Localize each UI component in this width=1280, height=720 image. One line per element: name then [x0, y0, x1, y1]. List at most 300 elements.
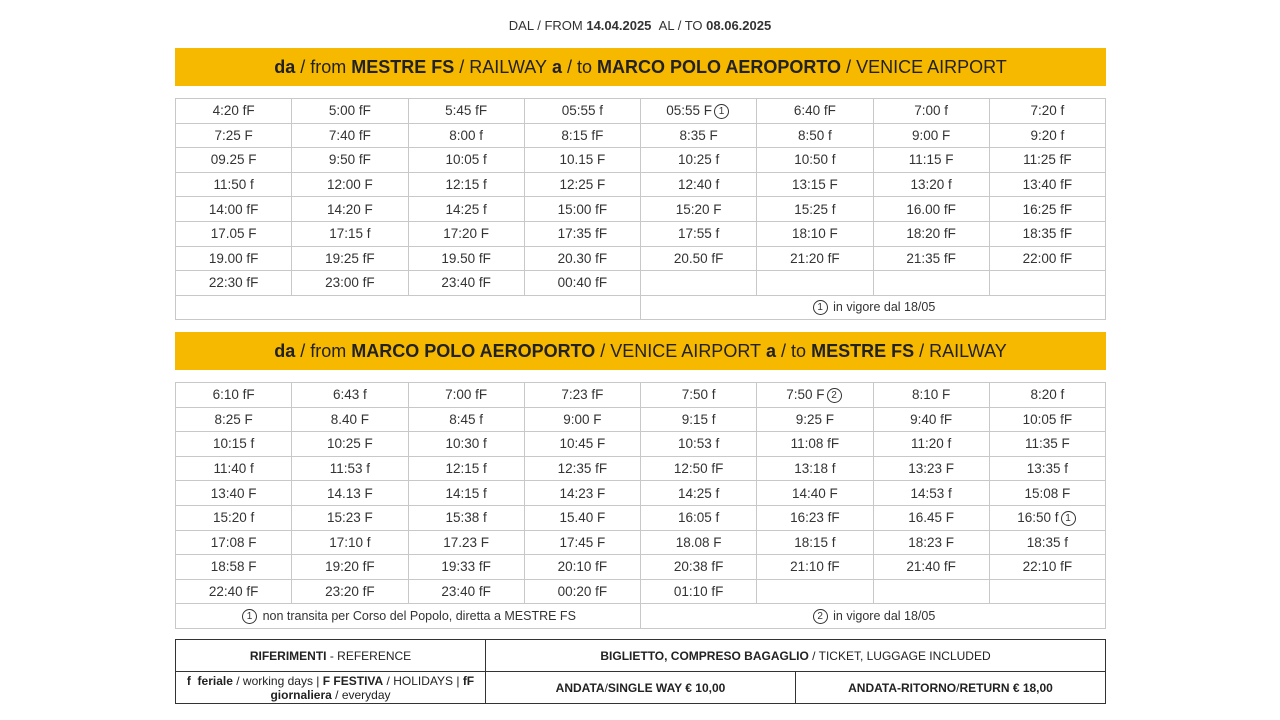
departure-time-text: 20:10 fF — [557, 559, 608, 575]
departure-time — [176, 197, 292, 222]
departure-time — [757, 481, 873, 506]
departure-time — [757, 197, 873, 222]
departure-time-text: 21:20 fF — [790, 250, 840, 266]
departure-time-text: 14:15 f — [445, 485, 487, 501]
departure-time-text: 10:50 f — [794, 152, 836, 168]
departure-time — [873, 148, 989, 173]
departure-time — [989, 481, 1105, 506]
departure-time — [524, 271, 640, 296]
departure-time — [757, 148, 873, 173]
departure-time — [524, 123, 640, 148]
departure-time-text: 10:30 f — [445, 436, 487, 452]
departure-time-text: 13:20 f — [910, 177, 952, 193]
departure-time-text: 11:25 fF — [1023, 152, 1072, 168]
departure-time — [641, 383, 757, 408]
departure-time-text: 7:50 F — [786, 386, 825, 402]
departure-time — [757, 579, 873, 604]
departure-time-text: 16:05 f — [677, 510, 720, 526]
departure-time — [641, 172, 757, 197]
table-row — [176, 123, 1106, 148]
departure-time-text: 12:15 f — [445, 461, 487, 477]
departure-time — [176, 579, 292, 604]
timetable-mestre-to-airport — [175, 98, 1106, 320]
departure-time-text: 15:20 f — [212, 510, 255, 526]
departure-time-text: 13:35 f — [1026, 461, 1069, 477]
departure-time — [292, 271, 408, 296]
departure-time — [524, 456, 640, 481]
departure-time — [524, 530, 640, 555]
departure-time — [873, 481, 989, 506]
departure-time — [641, 432, 757, 457]
departure-time — [176, 383, 292, 408]
departure-time-text: 18:35 f — [1026, 534, 1069, 550]
departure-time — [524, 246, 640, 271]
departure-time-text: 7:50 f — [681, 387, 716, 403]
departure-time-text: 12:50 fF — [673, 461, 724, 477]
departure-time — [873, 99, 989, 124]
departure-time — [989, 221, 1105, 246]
departure-time-text: 11:50 f — [213, 177, 254, 193]
departure-time — [873, 579, 989, 604]
departure-time-text: 14:23 F — [559, 485, 606, 501]
departure-time-text: 11:20 f — [910, 436, 952, 452]
route-banner-airport-to-mestre: da / from MARCO POLO AEROPORTO / VENICE AIRPORT a / to MESTRE FS / RAILWAY — [175, 332, 1106, 370]
departure-time — [989, 148, 1105, 173]
departure-time — [641, 505, 757, 530]
departure-time — [989, 123, 1105, 148]
departure-time-text: 9:20 f — [1030, 127, 1065, 143]
departure-time-text: 00:20 fF — [557, 584, 608, 600]
departure-time-text: 14:53 f — [910, 485, 952, 501]
departure-time — [757, 555, 873, 580]
departure-time-text: 7:40 fF — [328, 127, 371, 143]
departure-time — [524, 221, 640, 246]
departure-time — [641, 456, 757, 481]
departure-time — [873, 530, 989, 555]
departure-time — [408, 432, 524, 457]
departure-time — [757, 221, 873, 246]
departure-time-text: 17:08 F — [210, 534, 257, 550]
departure-time-text: 15:20 F — [675, 201, 722, 217]
footnote — [641, 604, 1106, 629]
departure-time-text: 15:38 f — [445, 510, 487, 526]
departure-time-text: 21:10 fF — [790, 559, 840, 575]
departure-time-text: 16:50 f — [1017, 509, 1059, 525]
departure-time — [989, 555, 1105, 580]
departure-time-text: 01:10 fF — [673, 584, 724, 600]
departure-time-text: 14:00 fF — [208, 201, 259, 217]
departure-time-text: 8:10 F — [911, 387, 951, 403]
departure-time — [408, 383, 524, 408]
departure-time — [176, 530, 292, 555]
table-row — [176, 221, 1106, 246]
departure-time — [641, 246, 757, 271]
departure-time-text: 6:43 f — [332, 387, 367, 403]
departure-time-text: 14:25 f — [677, 485, 720, 501]
table-row — [176, 99, 1106, 124]
departure-time — [757, 123, 873, 148]
table-row — [176, 246, 1106, 271]
departure-time-text: 19:25 fF — [325, 250, 375, 266]
departure-time-text: 22:10 fF — [1022, 559, 1073, 575]
departure-time-text: 22:00 fF — [1022, 250, 1073, 266]
departure-time — [873, 246, 989, 271]
table-row — [176, 555, 1106, 580]
departure-time-text: 8:35 F — [679, 127, 718, 143]
departure-time-text: 13:40 fF — [1022, 177, 1073, 193]
footnote-mark-icon: 2 — [827, 388, 842, 403]
departure-time-text: 8:00 f — [449, 127, 484, 143]
departure-time — [873, 221, 989, 246]
departure-time-text: 18:58 F — [210, 559, 257, 575]
departure-time — [176, 123, 292, 148]
departure-time-text: 10:05 f — [445, 152, 487, 168]
single-fare: ANDATA/SINGLE WAY € 10,00 — [486, 672, 796, 704]
departure-time — [176, 148, 292, 173]
departure-time-text: 05:55 F — [666, 102, 713, 118]
departure-time — [408, 221, 524, 246]
departure-time-text: 17.05 F — [210, 226, 257, 242]
departure-time — [408, 148, 524, 173]
departure-time-text: 13:23 F — [908, 461, 955, 477]
departure-time — [524, 432, 640, 457]
validity-period: DAL / FROM 14.04.2025 AL / TO 08.06.2025 — [508, 18, 772, 33]
ticket-title: BIGLIETTO, COMPRESO BAGAGLIO / TICKET, LUGGAGE INCLUDED — [486, 640, 1106, 672]
departure-time — [408, 579, 524, 604]
departure-time-text: 22:40 fF — [208, 584, 259, 600]
departure-time-text: 12:35 fF — [557, 461, 608, 477]
departure-time-text: 10:53 f — [677, 436, 720, 452]
departure-time — [757, 246, 873, 271]
departure-time — [641, 555, 757, 580]
footnote-mark-icon: 1 — [242, 609, 257, 624]
departure-time-text: 18:20 fF — [906, 226, 956, 242]
table-row — [176, 383, 1106, 408]
departure-time-text: 10:05 fF — [1022, 411, 1073, 427]
departure-time-text: 10:25 f — [677, 152, 720, 168]
departure-time — [292, 172, 408, 197]
table-row — [176, 481, 1106, 506]
departure-time — [989, 99, 1105, 124]
table-row — [176, 505, 1106, 530]
departure-time — [524, 555, 640, 580]
departure-time — [408, 123, 524, 148]
departure-time — [176, 99, 292, 124]
departure-time — [408, 271, 524, 296]
departure-time — [176, 456, 292, 481]
departure-time-text: 20.30 fF — [557, 250, 608, 266]
departure-time — [641, 123, 757, 148]
departure-time — [408, 456, 524, 481]
departure-time — [873, 407, 989, 432]
departure-time-text: 9:25 F — [795, 411, 835, 427]
departure-time-text: 17:20 F — [443, 226, 490, 242]
departure-time-text: 7:25 F — [214, 127, 253, 143]
departure-time — [408, 246, 524, 271]
departure-time — [989, 383, 1105, 408]
departure-time — [757, 172, 873, 197]
departure-time — [292, 383, 408, 408]
departure-time — [641, 148, 757, 173]
departure-time-text: 18:35 fF — [1022, 226, 1073, 242]
departure-time-text: 15:23 F — [326, 510, 373, 526]
reference-legend: f feriale / working days | F FESTIVA / HOLIDAYS | fF giornaliera / everyday — [176, 672, 486, 704]
departure-time — [176, 221, 292, 246]
departure-time — [408, 530, 524, 555]
departure-time — [524, 383, 640, 408]
departure-time — [524, 172, 640, 197]
table-row — [176, 271, 1106, 296]
departure-time-text: 12:25 F — [559, 177, 606, 193]
departure-time-text: 15:08 F — [1024, 485, 1071, 501]
departure-time-text: 8:25 F — [214, 411, 253, 427]
departure-time — [524, 579, 640, 604]
departure-time — [408, 197, 524, 222]
departure-time-text: 11:08 fF — [790, 436, 840, 452]
footnote-mark-icon: 1 — [813, 300, 828, 315]
departure-time-text: 9:40 fF — [910, 411, 953, 427]
departure-time-text: 14.13 F — [326, 485, 373, 501]
departure-time — [757, 505, 873, 530]
departure-time-text: 16:23 fF — [790, 510, 840, 526]
departure-time-text: 18.08 F — [675, 534, 722, 550]
departure-time — [292, 530, 408, 555]
departure-time — [176, 172, 292, 197]
departure-time — [989, 530, 1105, 555]
departure-time-text: 8:15 fF — [561, 127, 604, 143]
departure-time — [641, 99, 757, 124]
table-row — [176, 197, 1106, 222]
departure-time-text: 5:45 fF — [445, 103, 488, 119]
footnote-row — [176, 295, 1106, 320]
departure-time — [989, 271, 1105, 296]
departure-time-text: 15:00 fF — [557, 201, 608, 217]
departure-time — [408, 481, 524, 506]
departure-time — [641, 221, 757, 246]
departure-time-text: 09.25 F — [210, 152, 257, 168]
footnote-mark-icon: 2 — [813, 609, 828, 624]
departure-time-text: 22:30 fF — [208, 275, 259, 291]
departure-time-text: 9:15 f — [681, 411, 716, 427]
departure-time-text: 5:00 fF — [328, 103, 371, 119]
departure-time-text: 17:15 f — [329, 226, 371, 242]
departure-time-text: 13:40 F — [210, 485, 257, 501]
departure-time-text: 6:40 fF — [793, 103, 836, 119]
departure-time-text: 05:55 f — [561, 103, 604, 119]
departure-time — [176, 432, 292, 457]
departure-time — [873, 456, 989, 481]
departure-time — [292, 456, 408, 481]
departure-time — [989, 505, 1105, 530]
departure-time — [292, 432, 408, 457]
departure-time-text: 16.00 fF — [906, 201, 956, 217]
footnote-row — [176, 604, 1106, 629]
departure-time — [757, 407, 873, 432]
departure-time-text: 11:15 F — [908, 152, 954, 168]
departure-time — [292, 555, 408, 580]
departure-time-text: 17:35 fF — [557, 226, 608, 242]
departure-time-text: 4:20 fF — [212, 103, 255, 119]
departure-time — [641, 407, 757, 432]
departure-time — [757, 456, 873, 481]
departure-time-text: 16.45 F — [908, 510, 955, 526]
departure-time-text: 18:23 F — [908, 534, 955, 550]
departure-time-text: 12:15 f — [445, 177, 487, 193]
departure-time — [408, 172, 524, 197]
departure-time — [989, 579, 1105, 604]
departure-time — [873, 555, 989, 580]
table-row — [176, 432, 1106, 457]
departure-time-text: 13:18 f — [794, 461, 836, 477]
departure-time-text: 9:50 fF — [328, 152, 371, 168]
departure-time — [292, 579, 408, 604]
departure-time — [292, 148, 408, 173]
footnote — [176, 295, 641, 320]
footnote — [176, 604, 641, 629]
start-date: 14.04.2025 — [586, 18, 652, 33]
timetable-airport-to-mestre — [175, 382, 1106, 629]
departure-time-text: 10:45 F — [559, 436, 606, 452]
departure-time — [524, 505, 640, 530]
departure-time-text: 19.00 fF — [208, 250, 259, 266]
departure-time — [292, 246, 408, 271]
departure-time — [408, 407, 524, 432]
departure-time-text: 20.50 fF — [673, 250, 724, 266]
departure-time-text: 17.23 F — [443, 534, 490, 550]
departure-time — [757, 530, 873, 555]
departure-time-text: 14:40 F — [791, 485, 838, 501]
footnote-mark-icon: 1 — [714, 104, 729, 119]
table-row — [176, 456, 1106, 481]
departure-time — [524, 481, 640, 506]
footnote-text: in vigore dal 18/05 — [833, 299, 936, 314]
departure-time-text: 00:40 fF — [557, 275, 608, 291]
departure-time-text: 13:15 F — [791, 177, 838, 193]
departure-time-text: 8.40 F — [330, 411, 370, 427]
departure-time — [873, 271, 989, 296]
departure-time-text: 21:35 fF — [906, 250, 956, 266]
departure-time — [989, 246, 1105, 271]
departure-time-text: 19:20 fF — [325, 559, 375, 575]
departure-time — [292, 481, 408, 506]
departure-time — [641, 579, 757, 604]
departure-time-text: 9:00 F — [563, 411, 602, 427]
departure-time — [408, 505, 524, 530]
departure-time — [989, 456, 1105, 481]
footnote — [641, 295, 1106, 320]
departure-time-text: 19:33 fF — [441, 559, 491, 575]
departure-time-text: 16:25 fF — [1022, 201, 1073, 217]
departure-time-text: 17:10 f — [329, 534, 371, 550]
departure-time-text: 14:25 f — [445, 201, 487, 217]
departure-time-text: 9:00 F — [911, 127, 951, 143]
departure-time — [989, 407, 1105, 432]
departure-time-text: 23:00 fF — [325, 275, 375, 291]
departure-time — [292, 99, 408, 124]
departure-time-text: 23:40 fF — [441, 275, 491, 291]
departure-time-text: 12:40 f — [677, 177, 720, 193]
departure-time — [524, 99, 640, 124]
reference-title: RIFERIMENTI - REFERENCE — [176, 640, 486, 672]
footnote-mark-icon: 1 — [1061, 511, 1076, 526]
departure-time-text: 10.15 F — [559, 152, 606, 168]
departure-time — [292, 123, 408, 148]
table-row — [176, 579, 1106, 604]
departure-time-text: 7:00 f — [914, 103, 949, 119]
departure-time-text: 7:23 fF — [561, 387, 604, 403]
departure-time — [873, 172, 989, 197]
table-row — [176, 172, 1106, 197]
departure-time — [641, 481, 757, 506]
departure-time — [989, 172, 1105, 197]
departure-time-text: 11:53 f — [329, 461, 371, 477]
departure-time — [292, 197, 408, 222]
departure-time-text: 21:40 fF — [906, 559, 956, 575]
departure-time — [873, 123, 989, 148]
departure-time — [408, 555, 524, 580]
departure-time-text: 7:00 fF — [445, 387, 488, 403]
table-row — [176, 148, 1106, 173]
departure-time — [989, 197, 1105, 222]
table-row — [176, 407, 1106, 432]
departure-time — [873, 505, 989, 530]
departure-time-text: 8:50 f — [797, 127, 832, 143]
departure-time-text: 10:25 F — [326, 436, 373, 452]
footnote-text: non transita per Corso del Popolo, diretta a MESTRE FS — [262, 608, 576, 623]
departure-time — [176, 505, 292, 530]
departure-time-text: 11:35 F — [1024, 436, 1070, 452]
departure-time — [292, 505, 408, 530]
departure-time-text: 20:38 fF — [673, 559, 724, 575]
departure-time-text: 11:40 f — [213, 461, 254, 477]
departure-time-text: 23:20 fF — [325, 584, 375, 600]
departure-time-text: 12:00 F — [326, 177, 373, 193]
route-banner-mestre-to-airport: da / from MESTRE FS / RAILWAY a / to MARCO POLO AEROPORTO / VENICE AIRPORT — [175, 48, 1106, 86]
reference-and-ticket-table — [175, 639, 1106, 704]
departure-time-text: 18:15 f — [794, 534, 836, 550]
departure-time — [873, 383, 989, 408]
departure-time-text: 15.40 F — [559, 510, 606, 526]
departure-time-text: 7:20 f — [1030, 103, 1065, 119]
departure-time-text: 8:45 f — [449, 411, 484, 427]
departure-time — [641, 271, 757, 296]
departure-time — [641, 530, 757, 555]
departure-time — [757, 383, 873, 408]
departure-time — [176, 481, 292, 506]
end-date: 08.06.2025 — [706, 18, 772, 33]
departure-time — [524, 197, 640, 222]
departure-time-text: 15:25 f — [794, 201, 836, 217]
departure-time-text: 18:10 F — [791, 226, 838, 242]
departure-time — [873, 197, 989, 222]
departure-time-text: 17:55 f — [677, 226, 720, 242]
departure-time-text: 19.50 fF — [441, 250, 491, 266]
departure-time-text: 23:40 fF — [441, 584, 491, 600]
table-row — [176, 530, 1106, 555]
departure-time-text: 8:20 f — [1030, 387, 1065, 403]
departure-time — [524, 148, 640, 173]
departure-time-text: 10:15 f — [212, 436, 255, 452]
departure-time — [176, 407, 292, 432]
departure-time-text: 6:10 fF — [212, 387, 255, 403]
departure-time — [176, 555, 292, 580]
departure-time — [989, 432, 1105, 457]
departure-time — [873, 432, 989, 457]
footnote-text: in vigore dal 18/05 — [833, 608, 936, 623]
departure-time — [408, 99, 524, 124]
departure-time — [176, 246, 292, 271]
departure-time — [292, 221, 408, 246]
